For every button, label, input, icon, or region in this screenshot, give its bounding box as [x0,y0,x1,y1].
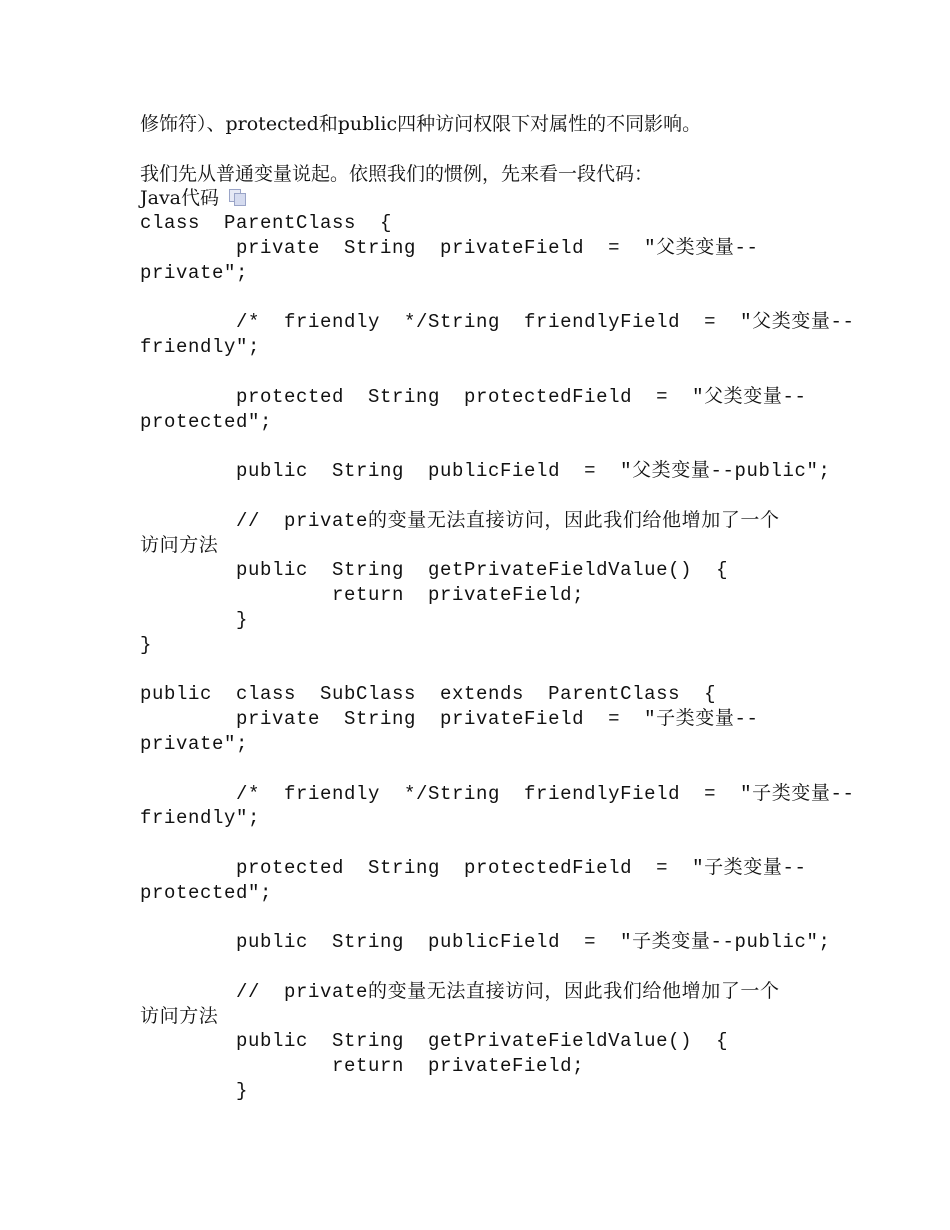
code-line [140,1079,830,1104]
line-text: protected String protectedField = "父类变量-- [140,385,807,408]
paragraph-line [140,112,830,137]
line-text: private String privateField = "子类变量-- [140,708,759,731]
code-line [140,236,830,261]
line-text: return privateField; [140,584,585,607]
blank-line [140,286,830,311]
line-text: friendly"; [140,807,261,830]
line-text: friendly"; [140,336,261,359]
blank-line [140,831,830,856]
line-text: private String privateField = "父类变量-- [140,236,759,259]
blank-line [140,434,830,459]
document-body [140,112,855,1104]
blank-line [140,484,830,509]
line-text: public String publicField = "父类变量--public"; [140,460,831,483]
code-line [140,930,830,955]
blank-line [140,360,830,385]
line-text: public String getPrivateFieldValue() { [140,559,729,582]
line-text: public String getPrivateFieldValue() { [140,1030,729,1053]
code-line [140,1005,830,1030]
line-text: protected"; [140,881,273,904]
code-line [140,385,830,410]
code-line [140,310,855,335]
line-text: protected String protectedField = "子类变量-- [140,856,807,879]
document-page [140,112,855,1104]
line-text: return privateField; [140,1055,585,1078]
line-text: /* friendly */String friendlyField = "父类变量-- [140,311,855,334]
copy-icon[interactable] [229,189,245,205]
blank-line [140,757,830,782]
code-line [140,682,830,707]
line-text: class ParentClass { [140,212,393,235]
blank-line [140,658,830,683]
line-text: private"; [140,261,249,284]
line-text: // private的变量无法直接访问，因此我们给他增加了一个 [140,980,780,1003]
code-line [140,980,830,1005]
line-text: private"; [140,732,249,755]
line-text: 访问方法 [140,1005,219,1028]
code-line [140,261,830,286]
code-line [140,335,830,360]
code-line [140,211,830,236]
paragraph-line [140,162,830,187]
code-line [140,509,830,534]
blank-line [140,955,830,980]
line-text: 修饰符）、protected和public四种访问权限下对属性的不同影响。 [140,113,702,135]
line-text: public String publicField = "子类变量--public"; [140,931,831,954]
code-line [140,806,830,831]
code-line [140,732,830,757]
code-line [140,1029,830,1054]
code-line [140,410,830,435]
code-line [140,583,830,608]
code-line [140,608,830,633]
code-line [140,558,830,583]
line-text: } [140,1080,249,1103]
blank-line [140,906,830,931]
code-line [140,1054,830,1079]
code-line [140,633,830,658]
code-line [140,856,830,881]
line-text: 访问方法 [140,534,219,557]
line-text: // private的变量无法直接访问，因此我们给他增加了一个 [140,509,780,532]
line-text: } [140,608,249,631]
code-block-label [140,186,830,211]
code-line [140,881,830,906]
line-text: protected"; [140,410,273,433]
line-text: 我们先从普通变量说起。依照我们的惯例，先来看一段代码： [140,162,654,185]
line-text: /* friendly */String friendlyField = "子类变量-- [140,782,855,805]
code-line [140,459,830,484]
code-line [140,707,830,732]
line-text: Java代码 [140,187,220,210]
blank-line [140,137,830,162]
code-line [140,782,855,807]
code-line [140,534,830,559]
line-text: public class SubClass extends ParentClass { [140,683,717,706]
line-text: } [140,633,153,656]
